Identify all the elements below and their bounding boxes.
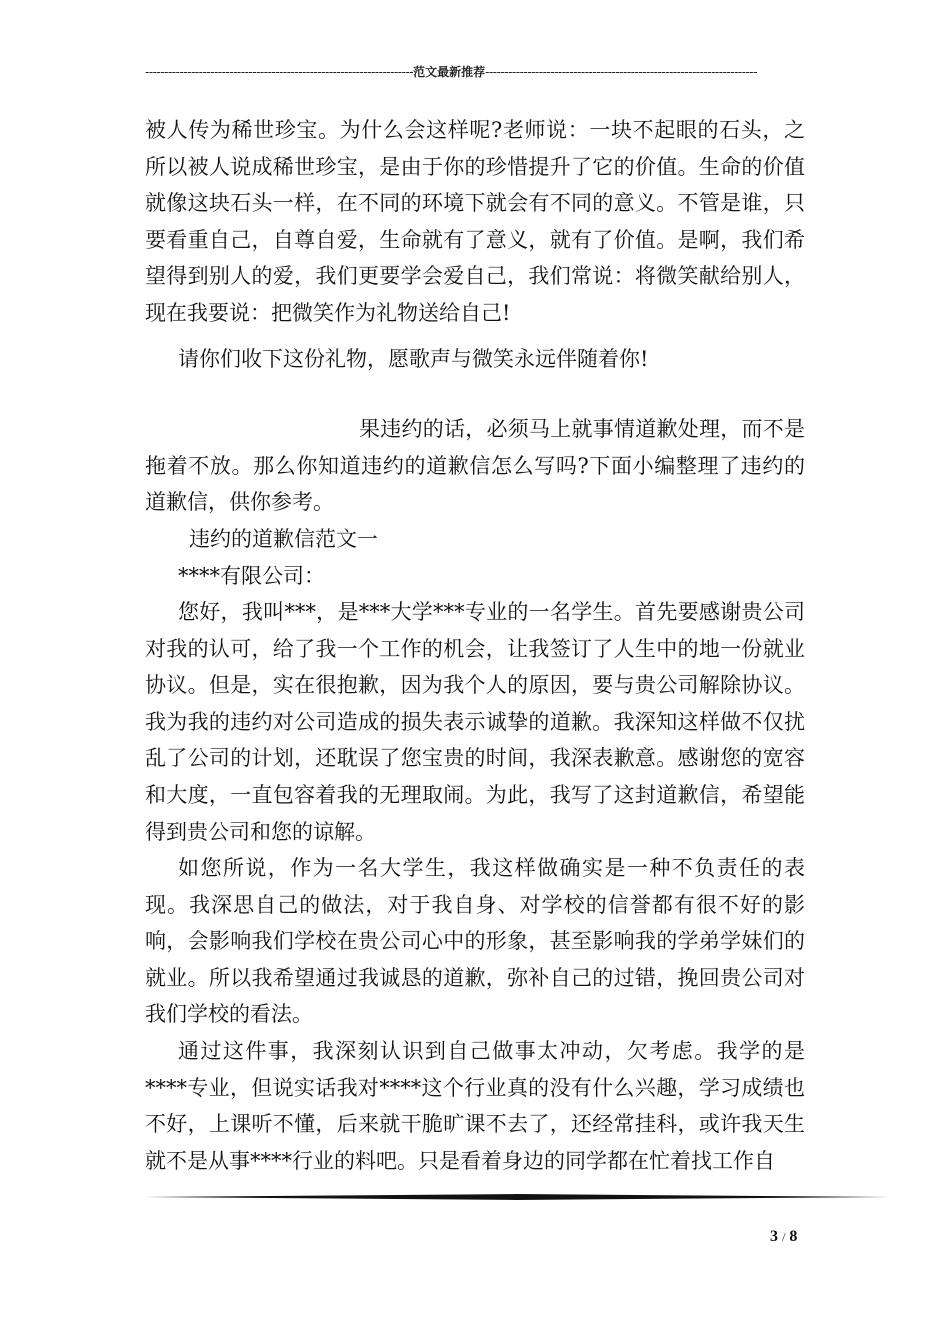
- paragraph-closing-wish: 请你们收下这份礼物，愿歌声与微笑永远伴随着你!: [178, 347, 649, 371]
- footer-rule: [145, 1194, 890, 1200]
- letter-paragraph-1: 您好，我叫***，是***大学***专业的一名学生。首先要感谢贵公司对我的认可，给了我一个工作的机会，让我签订了人生中的地一份就业协议。但是，实在很抱歉，因为我个人的原因，要与贵公司解除协议。我为我的违约对公司造成的损失表示诚挚的道歉。我深知这样做不仅扰乱了公司的计划，还耽误了您宝贵的时间，我深表歉意。感谢您的宽容和大度，一直包容着我的无理取闹。为此，我写了这封道歉信，希望能得到贵公司和您的谅解。: [145, 600, 805, 844]
- letter-paragraph-2: 如您所说，作为一名大学生，我这样做确实是一种不负责任的表现。我深思自己的做法，对于我自身、对学校的信誉都有很不好的影响，会影响我们学校在贵公司心中的形象，甚至影响我的学弟学妹们的就业。所以我希望通过我诚恳的道歉，弥补自己的过错，挽回贵公司对我们学校的看法。: [145, 856, 805, 1027]
- section-heading: 违约的道歉信范文一: [189, 527, 378, 551]
- paragraph-continued: 被人传为稀世珍宝。为什么会这样呢?老师说：一块不起眼的石头，之所以被人说成稀世珍宝，是由于你的珍惜提升了它的价值。生命的价值就像这块石头一样，在不同的环境下就会有不同的意义。不管是谁，只要看重自己，自尊自爱，生命就有了意义，就有了价值。是啊，我们希望得到别人的爱，我们更要学会爱自己，我们常说：将微笑献给别人，现在我要说：把微笑作为礼物送给自己!: [145, 118, 805, 325]
- paragraph-intro: 果违约的话，必须马上就事情道歉处理，而不是拖着不放。那么你知道违约的道歉信怎么写吗?下面小编整理了违约的道歉信，供你参考。: [145, 417, 805, 515]
- page-total: 8: [789, 1228, 798, 1245]
- page-header: [145, 64, 805, 80]
- header-title: 范文最新推荐: [413, 65, 486, 79]
- page-number: [770, 1228, 797, 1246]
- letter-salutation: ****有限公司：: [178, 564, 325, 588]
- page-separator: /: [782, 1230, 786, 1244]
- header-rule-right: -----------------------------------------------------------------------: [485, 65, 758, 79]
- letter-paragraph-3: 通过这件事，我深刻认识到自己做事太冲动，欠考虑。我学的是****专业，但说实话我对****这个行业真的没有什么兴趣，学习成绩也不好，上课听不懂，后来就干脆旷课不去了，还经常挂科，或许我天生就不是从事****行业的料吧。只是看着身边的同学都在忙着找工作自: [145, 1039, 805, 1173]
- header-rule-left: ----------------------------------------------------------------------: [145, 65, 414, 79]
- page-current: 3: [770, 1228, 778, 1245]
